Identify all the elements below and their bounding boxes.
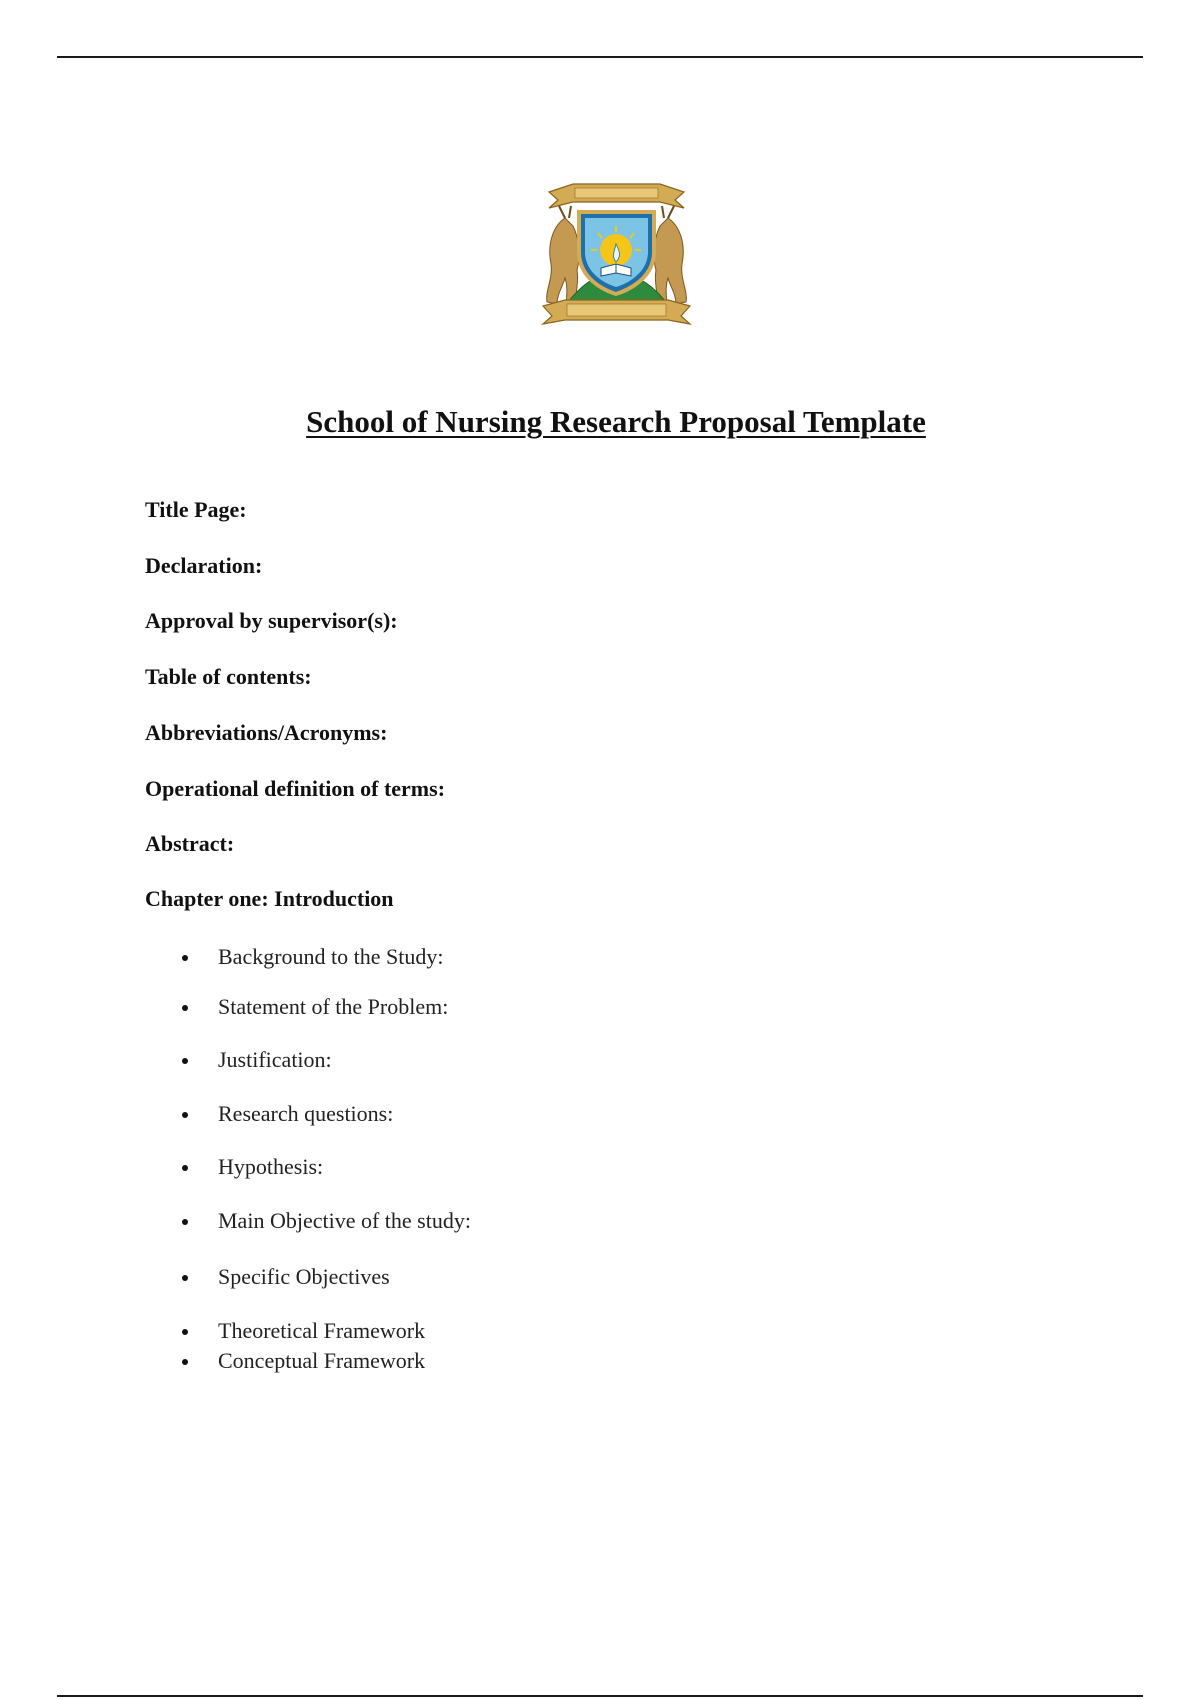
bullet-icon bbox=[182, 1275, 188, 1281]
bullet-icon bbox=[182, 1329, 188, 1335]
footer-rule bbox=[57, 1695, 1143, 1697]
bullet-icon bbox=[182, 1219, 188, 1225]
list-item-text: Specific Objectives bbox=[218, 1264, 390, 1289]
bullet-icon bbox=[182, 1005, 188, 1011]
section-heading: Abbreviations/Acronyms: bbox=[145, 720, 388, 745]
list-item-text: Justification: bbox=[218, 1047, 332, 1072]
list-item-text: Statement of the Problem: bbox=[218, 994, 449, 1019]
section-heading: Chapter one: Introduction bbox=[145, 886, 394, 911]
bullet-icon bbox=[182, 1359, 188, 1365]
bullet-icon bbox=[182, 1112, 188, 1118]
bullet-icon bbox=[182, 955, 188, 961]
bullet-icon bbox=[182, 1165, 188, 1171]
section-heading: Title Page: bbox=[145, 497, 247, 522]
section-heading: Table of contents: bbox=[145, 664, 312, 689]
list-item-text: Research questions: bbox=[218, 1101, 394, 1126]
header-rule bbox=[57, 56, 1143, 58]
list-item-text: Background to the Study: bbox=[218, 944, 444, 969]
list-item-text: Main Objective of the study: bbox=[218, 1208, 471, 1233]
list-item-text: Conceptual Framework bbox=[218, 1348, 426, 1373]
bullet-icon bbox=[182, 1058, 188, 1064]
section-heading: Declaration: bbox=[145, 553, 263, 578]
list-item-text: Hypothesis: bbox=[218, 1154, 324, 1179]
section-heading: Abstract: bbox=[145, 831, 235, 856]
section-heading: Operational definition of terms: bbox=[145, 776, 446, 801]
list-item-text: Theoretical Framework bbox=[218, 1318, 426, 1343]
document-title: School of Nursing Research Proposal Template bbox=[306, 404, 926, 439]
section-heading: Approval by supervisor(s): bbox=[145, 608, 398, 633]
university-crest-image bbox=[535, 178, 698, 338]
